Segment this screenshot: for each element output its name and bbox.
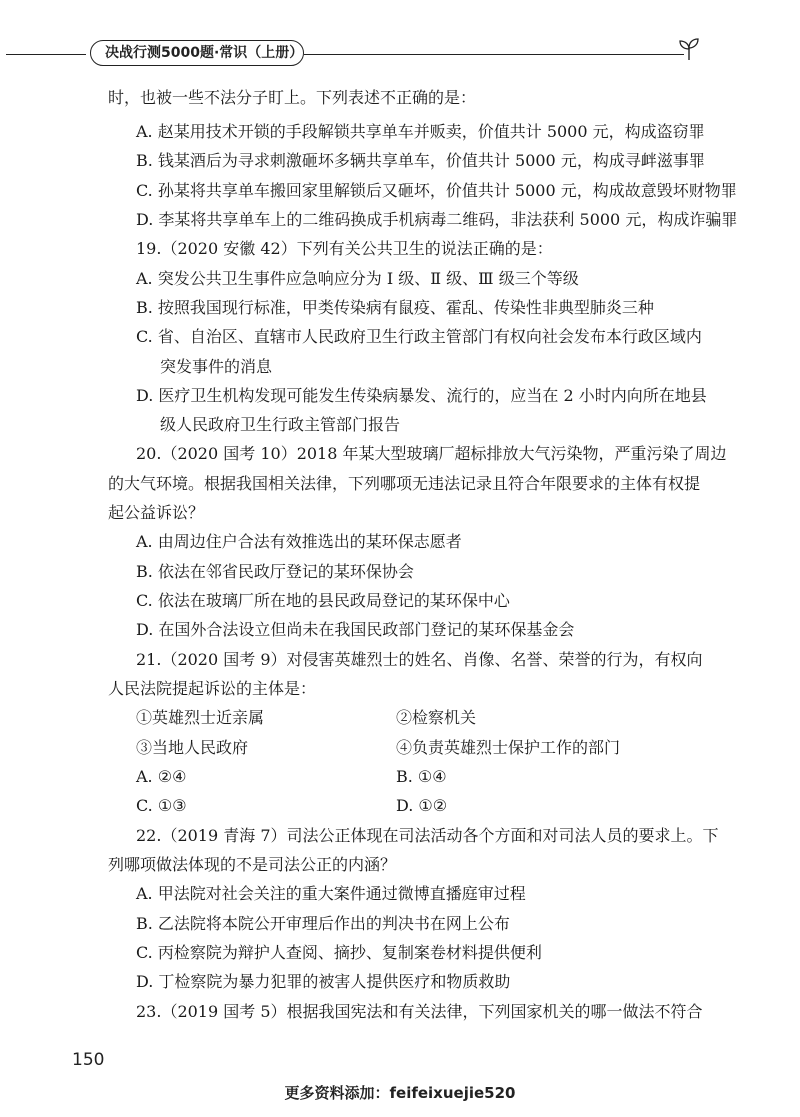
option-line: B. 依法在邻省民政厅登记的某环保协会 [136, 562, 414, 581]
option-line: C. 省、自治区、直辖市人民政府卫生行政主管部门有权向社会发布本行政区域内 [136, 327, 702, 346]
question-line: 23.（2019 国考 5）根据我国宪法和有关法律，下列国家机关的哪一做法不符合 [136, 1002, 703, 1021]
question-line: 21.（2020 国考 9）对侵害英雄烈士的姓名、肖像、名誉、荣誉的行为，有权向 [136, 650, 703, 669]
option-line: B. 钱某酒后为寻求刺激砸坏多辆共享单车，价值共计 5000 元，构成寻衅滋事罪 [136, 151, 705, 170]
option-line: C. ①③ [136, 796, 187, 815]
header-rule-right [304, 54, 684, 55]
option-line: A. 由周边住户合法有效推选出的某环保志愿者 [136, 532, 462, 551]
option-continuation: 级人民政府卫生行政主管部门报告 [160, 415, 401, 434]
question-line: 人民法院提起诉讼的主体是： [108, 679, 317, 698]
option-line: D. 医疗卫生机构发现可能发生传染病暴发、流行的，应当在 2 小时内向所在地县 [136, 386, 707, 405]
page-number: 150 [72, 1050, 105, 1070]
book-title: 决战行测5000题·常识（上册） [90, 40, 304, 66]
header-rule-left [6, 54, 86, 55]
choice-item: ①英雄烈士近亲属 [136, 708, 265, 727]
choice-item: ②检察机关 [396, 708, 477, 727]
question-line: 22.（2019 青海 7）司法公正体现在司法活动各个方面和对司法人员的要求上。下 [136, 826, 719, 845]
option-continuation: 突发事件的消息 [160, 357, 273, 376]
question-line: 19.（2020 安徽 42）下列有关公共卫生的说法正确的是： [136, 239, 553, 258]
option-line: C. 丙检察院为辩护人查阅、摘抄、复制案卷材料提供便利 [136, 943, 542, 962]
option-line: C. 孙某将共享单车搬回家里解锁后又砸坏，价值共计 5000 元，构成故意毁坏财物罪 [136, 181, 737, 200]
option-line: A. 甲法院对社会关注的重大案件通过微博直播庭审过程 [136, 884, 526, 903]
option-line: D. ①② [396, 796, 448, 815]
question-line: 起公益诉讼？ [108, 503, 205, 522]
question-line: 的大气环境。根据我国相关法律，下列哪项无违法记录且符合年限要求的主体有权提 [108, 474, 701, 493]
question-line: 列哪项做法体现的不是司法公正的内涵？ [108, 855, 397, 874]
text-line: 时，也被一些不法分子盯上。下列表述不正确的是： [108, 88, 477, 107]
option-line: B. ①④ [396, 767, 447, 786]
option-line: B. 按照我国现行标准，甲类传染病有鼠疫、霍乱、传染性非典型肺炎三种 [136, 298, 654, 317]
sprout-icon [676, 36, 702, 62]
option-line: D. 李某将共享单车上的二维码换成手机病毒二维码，非法获利 5000 元，构成诈骗罪 [136, 210, 738, 229]
option-line: D. 丁检察院为暴力犯罪的被害人提供医疗和物质救助 [136, 972, 511, 991]
option-line: A. 赵某用技术开锁的手段解锁共享单车并贩卖，价值共计 5000 元，构成盗窃罪 [136, 122, 705, 141]
option-line: C. 依法在玻璃厂所在地的县民政局登记的某环保中心 [136, 591, 510, 610]
footer-note: 更多资料添加：feifeixuejie520 [284, 1084, 516, 1102]
choice-item: ④负责英雄烈士保护工作的部门 [396, 738, 621, 757]
option-line: D. 在国外合法设立但尚未在我国民政部门登记的某环保基金会 [136, 620, 575, 639]
option-line: A. 突发公共卫生事件应急响应分为 Ⅰ 级、Ⅱ 级、Ⅲ 级三个等级 [136, 269, 579, 288]
option-line: B. 乙法院将本院公开审理后作出的判决书在网上公布 [136, 914, 510, 933]
choice-item: ③当地人民政府 [136, 738, 249, 757]
question-line: 20.（2020 国考 10）2018 年某大型玻璃厂超标排放大气污染物，严重污染了周边 [136, 444, 727, 463]
running-header [0, 34, 800, 74]
option-line: A. ②④ [136, 767, 187, 786]
